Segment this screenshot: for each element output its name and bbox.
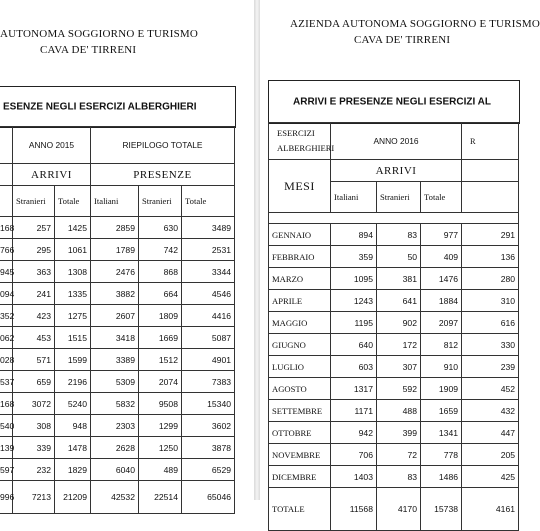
left-table-cell: 139 [0,437,13,459]
right-table-cell: 603 [331,356,377,378]
left-table-cell: 5087 [182,327,235,349]
right-table-cell: 72 [377,444,421,466]
left-total-cell: 65046 [182,481,235,514]
right-table-cell: 1486 [421,466,462,488]
left-table-cell: 094 [0,283,13,305]
left-section-title-box [0,86,236,128]
left-table-cell: 3418 [91,327,139,349]
right-table-cell: 616 [462,312,519,334]
left-arrivi-label: ARRIVI [13,164,91,186]
left-table-row [0,415,235,437]
left-table-cell: 868 [139,261,182,283]
right-total-cell: 4161 [462,488,519,531]
right-table-cell: 172 [377,334,421,356]
right-anno-label: ANNO 2016 [331,123,462,160]
left-table-cell: 742 [139,239,182,261]
left-table-cell: 3072 [13,393,55,415]
right-table-cell: 1476 [421,268,462,290]
left-anno-label: ANNO 2015 [13,127,91,164]
left-table-cell: 423 [13,305,55,327]
right-month-label: MAGGIO [269,312,331,334]
right-alberghieri-label: ALBERGHIERI [277,143,335,153]
right-table-row [269,422,519,444]
right-table-cell: 2097 [421,312,462,334]
left-table-cell: 1669 [139,327,182,349]
left-table-cell: 3878 [182,437,235,459]
left-table-cell: 1515 [55,327,91,349]
left-header-line2: CAVA DE' TIRRENI [40,44,137,56]
left-table-cell: 1425 [55,217,91,239]
right-month-label: NOVEMBRE [269,444,331,466]
right-table-cell: 291 [462,224,519,246]
right-table-cell: 381 [377,268,421,290]
left-table-row [0,305,235,327]
right-month-label: GIUGNO [269,334,331,356]
left-table-row [0,327,235,349]
right-table-cell: 432 [462,400,519,422]
left-table-cell: 2074 [139,371,182,393]
left-table-row [0,459,235,481]
left-total-cell: 22514 [139,481,182,514]
left-table-cell: 1250 [139,437,182,459]
right-col-stranieri: Stranieri [377,182,421,213]
right-table-cell: 910 [421,356,462,378]
right-section-title: ARRIVI E PRESENZE NEGLI ESERCIZI AL [293,96,491,108]
left-table-cell: 540 [0,415,13,437]
left-table-cell: 1809 [139,305,182,327]
left-table-row [0,393,235,415]
right-table-cell: 1884 [421,290,462,312]
right-month-label: GENNAIO [269,224,331,246]
right-month-label: FEBBRAIO [269,246,331,268]
right-header-line1: AZIENDA AUTONOMA SOGGIORNO E TURISMO [290,18,540,30]
left-table-cell: 2196 [55,371,91,393]
left-table-cell: 241 [13,283,55,305]
right-table-row [269,312,519,334]
left-table-cell: 659 [13,371,55,393]
left-table-cell: 1275 [55,305,91,327]
right-table-cell: 1403 [331,466,377,488]
left-table-cell: 2476 [91,261,139,283]
right-table-cell: 706 [331,444,377,466]
right-table-row [269,444,519,466]
right-table-row [269,466,519,488]
left-table-cell: 3882 [91,283,139,305]
left-table-cell: 945 [0,261,13,283]
left-table-cell: 15340 [182,393,235,415]
left-header-line1: AUTONOMA SOGGIORNO E TURISMO [0,28,199,40]
left-table-cell: 453 [13,327,55,349]
right-table-cell: 307 [377,356,421,378]
left-table-cell: 6529 [182,459,235,481]
left-table-cell: 363 [13,261,55,283]
right-month-label: OTTOBRE [269,422,331,444]
right-table-cell: 136 [462,246,519,268]
left-table-cell: 2531 [182,239,235,261]
left-table-cell: 5832 [91,393,139,415]
left-table-cell: 062 [0,327,13,349]
left-table-row [0,261,235,283]
right-total-cell: 4170 [377,488,421,531]
left-table-cell: 3602 [182,415,235,437]
left-table-cell: 1829 [55,459,91,481]
left-total-cell: 21209 [55,481,91,514]
right-table-cell: 592 [377,378,421,400]
right-table-cell: 1195 [331,312,377,334]
left-table-cell: 1299 [139,415,182,437]
left-table-cell: 4546 [182,283,235,305]
right-table-row [269,224,519,246]
left-table-cell: 2607 [91,305,139,327]
left-table-cell: 597 [0,459,13,481]
right-table-cell: 942 [331,422,377,444]
right-table-cell: 409 [421,246,462,268]
left-col-totale: Totale [55,186,91,217]
left-presenze-label: PRESENZE [91,164,235,186]
left-table-cell: 1789 [91,239,139,261]
right-table-cell: 310 [462,290,519,312]
left-total-cell: 7213 [13,481,55,514]
right-table-cell: 205 [462,444,519,466]
left-table-cell: 766 [0,239,13,261]
right-month-label: APRILE [269,290,331,312]
right-table-row [269,334,519,356]
right-table-cell: 50 [377,246,421,268]
right-document-page [262,0,540,514]
left-riepilogo-label: RIEPILOGO TOTALE [91,127,235,164]
right-table-row [269,246,519,268]
right-table-cell: 977 [421,224,462,246]
left-table-cell: 5240 [55,393,91,415]
right-month-label: MARZO [269,268,331,290]
right-table-cell: 359 [331,246,377,268]
right-table-cell: 1341 [421,422,462,444]
right-table-cell: 1171 [331,400,377,422]
left-table-row [0,217,235,239]
right-mesi-label: MESI [269,160,331,213]
left-table-cell: 1512 [139,349,182,371]
right-table-row [269,290,519,312]
left-table-cell: 3489 [182,217,235,239]
left-table [0,126,235,514]
left-col-totale-2: Totale [182,186,235,217]
left-table-cell: 2628 [91,437,139,459]
left-table-cell: 4901 [182,349,235,371]
left-table-cell: 295 [13,239,55,261]
right-table-row [269,268,519,290]
right-table-cell: 425 [462,466,519,488]
left-table-cell: 1478 [55,437,91,459]
right-table-cell: 452 [462,378,519,400]
left-table-cell: 4416 [182,305,235,327]
right-header-line2: CAVA DE' TIRRENI [354,34,451,46]
right-total-cell: 15738 [421,488,462,531]
right-section-title-box [268,80,520,124]
left-table-cell: 571 [13,349,55,371]
left-table-cell: 2303 [91,415,139,437]
right-riepilogo-cut: R [462,123,519,160]
left-table-cell: 028 [0,349,13,371]
right-table-cell: 83 [377,466,421,488]
left-table-cell: 537 [0,371,13,393]
left-col-stranieri-2: Stranieri [139,186,182,217]
right-table-cell: 1317 [331,378,377,400]
left-document-page [0,0,250,500]
right-col-totale: Totale [421,182,462,213]
left-table-cell: 308 [13,415,55,437]
right-month-label: AGOSTO [269,378,331,400]
right-table-cell: 641 [377,290,421,312]
left-table-cell: 7383 [182,371,235,393]
left-table-cell: 489 [139,459,182,481]
right-col-italiani: Italiani [331,182,377,213]
right-table-row [269,356,519,378]
left-col-stranieri: Stranieri [13,186,55,217]
left-table-cell: 232 [13,459,55,481]
right-table-cell: 640 [331,334,377,356]
left-table-cell: 339 [13,437,55,459]
left-table-row [0,283,235,305]
right-table-cell: 447 [462,422,519,444]
right-table-cell: 280 [462,268,519,290]
right-table-cell: 894 [331,224,377,246]
left-table-cell: 257 [13,217,55,239]
left-table-cell: 3389 [91,349,139,371]
left-total-cell: 996 [0,481,13,514]
left-table-cell: 1308 [55,261,91,283]
left-table-cell: 1335 [55,283,91,305]
left-table-cell: 168 [0,393,13,415]
left-table-row [0,239,235,261]
left-table-cell: 6040 [91,459,139,481]
right-table-cell: 83 [377,224,421,246]
right-table-cell: 399 [377,422,421,444]
left-table-cell: 3344 [182,261,235,283]
right-table-cell: 330 [462,334,519,356]
left-col-italiani: Italiani [91,186,139,217]
right-table-cell: 1909 [421,378,462,400]
left-table-row [0,437,235,459]
left-table-cell: 352 [0,305,13,327]
right-month-label: LUGLIO [269,356,331,378]
left-table-cell: 2859 [91,217,139,239]
right-esercizi-label: ESERCIZI [277,128,315,138]
right-month-label: DICEMBRE [269,466,331,488]
page-gutter [254,0,260,500]
right-table [268,122,519,531]
right-table-cell: 902 [377,312,421,334]
right-total-cell: 11568 [331,488,377,531]
left-table-cell: 664 [139,283,182,305]
left-total-cell: 42532 [91,481,139,514]
right-table-cell: 1243 [331,290,377,312]
right-table-cell: 1095 [331,268,377,290]
right-table-cell: 1659 [421,400,462,422]
right-table-row [269,400,519,422]
left-table-cell: 630 [139,217,182,239]
left-table-cell: 948 [55,415,91,437]
right-table-cell: 778 [421,444,462,466]
right-arrivi-label: ARRIVI [331,160,462,182]
left-table-cell: 9508 [139,393,182,415]
left-section-title: ESENZE NEGLI ESERCIZI ALBERGHIERI [3,101,197,113]
left-table-cell: 1599 [55,349,91,371]
left-table-row [0,371,235,393]
right-month-label: SETTEMBRE [269,400,331,422]
left-table-cell: 1061 [55,239,91,261]
right-total-label: TOTALE [269,488,331,531]
right-table-cell: 488 [377,400,421,422]
left-table-cell: 5309 [91,371,139,393]
right-esercizi-cell [269,123,335,160]
left-table-cell: 168 [0,217,13,239]
left-table-row [0,349,235,371]
right-table-cell: 239 [462,356,519,378]
right-table-cell: 812 [421,334,462,356]
right-table-row [269,378,519,400]
